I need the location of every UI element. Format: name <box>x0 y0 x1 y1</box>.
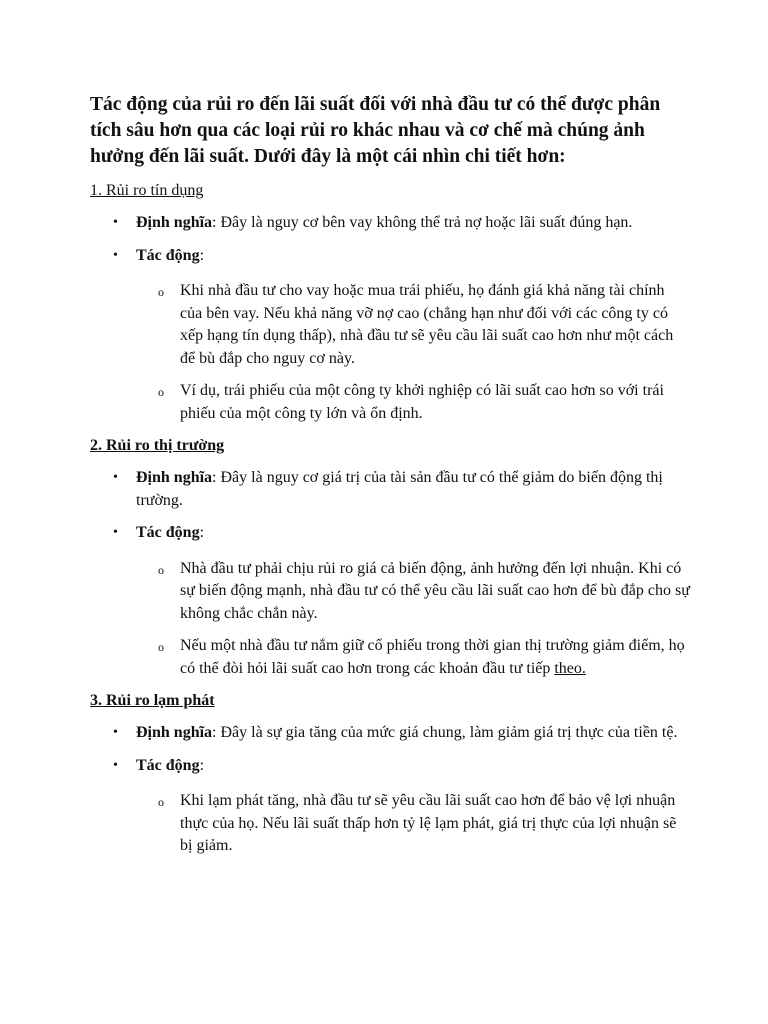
impact-detail: o Nhà đầu tư phải chịu rủi ro giá cả biến động, ảnh hưởng đến lợi nhuận. Khi có sự biến động mạnh, nhà đầu tư có thể yêu cầu lãi suất cao hơn để bù đắp cho sự không chắc chắn này. <box>136 558 690 626</box>
impact-sublist <box>136 280 690 425</box>
definition-text: : Đây là nguy cơ giá trị của tài sản đầu tư có thể giảm do biến động thị trường. <box>136 469 663 509</box>
impact-label: Tác động <box>136 524 200 541</box>
definition-text: : Đây là sự gia tăng của mức giá chung, làm giảm giá trị thực của tiền tệ. <box>212 724 678 741</box>
definition-item <box>90 467 690 512</box>
section-title: 3. Rủi ro lạm phát <box>90 692 215 709</box>
impact-item: • Tác động: o Khi lạm phát tăng, nhà đầu tư sẽ yêu cầu lãi suất cao hơn để bảo vệ lợi nhuận thực của họ. Nếu lãi suất thấp hơn tỷ lệ lạm phát, giá trị thực của lợi nhuận sẽ bị giảm. <box>90 755 690 858</box>
section-title: 1. Rủi ro tín dụng <box>90 182 204 199</box>
impact-detail: o Nếu một nhà đầu tư nắm giữ cổ phiếu trong thời gian thị trường giảm điểm, họ có thể đòi hỏi lãi suất cao hơn trong các khoản đầu tư tiếp theo. <box>136 635 690 680</box>
definition-text: : Đây là nguy cơ bên vay không thể trả nợ hoặc lãi suất đúng hạn. <box>212 214 633 231</box>
section-title: 2. Rủi ro thị trường <box>90 437 225 454</box>
definition-label: Định nghĩa <box>136 469 213 486</box>
definition-item <box>90 212 690 235</box>
definition-label: Định nghĩa <box>136 724 213 741</box>
impact-detail: o Khi nhà đầu tư cho vay hoặc mua trái phiếu, họ đánh giá khả năng tài chính của bên vay. Nếu khả năng vỡ nợ cao (chẳng hạn như đối với các công ty có xếp hạng tín dụng thấp), nhà đầu tư sẽ yêu cầu lãi suất cao hơn như một cách để bù đắp cho nguy cơ này. <box>136 280 690 370</box>
impact-item: • Tác động: o Khi nhà đầu tư cho vay hoặc mua trái phiếu, họ đánh giá khả năng tài chính của bên vay. Nếu khả năng vỡ nợ cao (chẳng hạn như đối với các công ty có xếp hạng tín dụng thấp), nhà đầu tư sẽ yêu cầu lãi suất cao hơn như một cách để bù đắp cho nguy cơ này. o Ví dụ, trái phiếu của một công ty khởi nghiệp có lãi suất cao hơn so với trái phiếu của một công ty lớn và ổn định. <box>90 245 690 426</box>
section-list <box>90 722 690 858</box>
section-market-risk <box>90 435 690 680</box>
intro-paragraph: Tác động của rủi ro đến lãi suất đối với nhà đầu tư có thể được phân tích sâu hơn qua các loại rủi ro khác nhau và cơ chế mà chúng ảnh hưởng đến lãi suất. Dưới đây là một cái nhìn chi tiết hơn: <box>90 94 661 167</box>
impact-detail: o Ví dụ, trái phiếu của một công ty khởi nghiệp có lãi suất cao hơn so với trái phiếu của một công ty lớn và ổn định. <box>136 380 690 425</box>
section-credit-risk <box>90 180 690 425</box>
definition-item <box>90 722 690 745</box>
section-list <box>90 212 690 425</box>
underlined-word: theo. <box>554 659 586 677</box>
impact-sublist <box>136 558 690 681</box>
section-list <box>90 467 690 680</box>
impact-detail: o Khi lạm phát tăng, nhà đầu tư sẽ yêu cầu lãi suất cao hơn để bảo vệ lợi nhuận thực của họ. Nếu lãi suất thấp hơn tỷ lệ lạm phát, giá trị thực của lợi nhuận sẽ bị giảm. <box>136 790 690 858</box>
impact-label: Tác động <box>136 246 200 264</box>
impact-label: Tác động <box>136 756 200 774</box>
document-page <box>90 92 690 868</box>
section-inflation-risk <box>90 690 690 858</box>
impact-item: • Tác động: o Nhà đầu tư phải chịu rủi ro giá cả biến động, ảnh hưởng đến lợi nhuận. Khi có sự biến động mạnh, nhà đầu tư có thể yêu cầu lãi suất cao hơn để bù đắp cho sự không chắc chắn này. o Nếu một nhà đầu tư nắm giữ cổ phiếu trong thời gian thị trường giảm điểm, họ có thể đòi hỏi lãi suất cao hơn trong các khoản đầu tư tiếp theo. <box>90 522 690 680</box>
definition-label: Định nghĩa <box>136 214 213 231</box>
impact-sublist <box>136 790 690 858</box>
